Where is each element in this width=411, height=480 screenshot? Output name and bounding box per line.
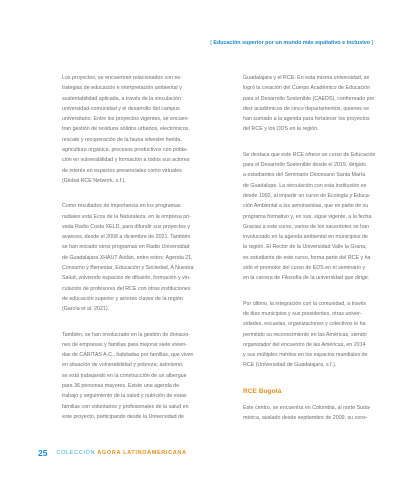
text-line: la región. El Rector de la Universidad Valle la Grana, (243, 244, 367, 251)
text-line: y sus múltiples méritos en los espacios mundiales de (243, 352, 368, 359)
text-line: universidad-comunidad y el desarrollo del campus (62, 105, 180, 112)
collection-title: AGORA LATINOAMERICANA (97, 450, 187, 456)
text-line: ción en vulnerabilidad y formación a todos sus actores (62, 157, 190, 164)
text-line: Consumo y Bienestar, Educación y Sociedad, A Nuestra (62, 265, 194, 272)
running-header (210, 40, 373, 46)
text-line: agricultura orgánica, procesos productivos con pobla- (62, 147, 188, 154)
text-line: este proyecto, participando desde la Universidad de (62, 413, 184, 420)
text-line: ex estudiante de este curso, forma parte del RCE y ha (243, 254, 371, 261)
page-number: 25 (38, 448, 48, 458)
text-line: Guadalajara y el RCE. En esta misma universidad, se (243, 75, 370, 81)
paragraph (62, 201, 226, 314)
paragraph (243, 150, 407, 284)
right-column (243, 73, 407, 438)
paragraph (62, 330, 226, 423)
text-line: permitido su reconocimiento en las Américas, siendo (243, 331, 367, 338)
text-line: organizador del encuentro de las Américas, en 2014 (243, 341, 366, 348)
page-footer (38, 448, 187, 458)
text-line: desde 1992, al impartir un curso de Ecología y Educa- (243, 192, 371, 199)
text-line: de educación superior y actores claves de la región (62, 295, 183, 302)
collection-prefix: COLECCIÓN (56, 450, 96, 456)
text-line: de diez municipios y sus presidentes, otras univer- (243, 310, 362, 317)
header-open-bracket: [ (210, 40, 212, 46)
text-line: del RCE y los ODS en la región. (243, 126, 319, 133)
paragraph (243, 299, 407, 371)
text-line: Gracias a este curso, varios de los sacerdotes se han (243, 223, 370, 230)
text-line: se está trabajando en la construcción de un albergue (62, 372, 187, 379)
text-line: logró la creación del Cuerpo Académico de Educación (243, 85, 371, 92)
text-line: diez académicos de cinco departamentos, quienes se (243, 105, 370, 112)
text-line: avances, desde el 2008 a diciembre de 2021. También (62, 234, 191, 241)
paragraph (243, 73, 407, 135)
text-line: programa formativo y, en sus, sigue vigente, a la fecha. (243, 213, 373, 220)
text-line: se han iniciado otros programas en Radio Universidad (62, 244, 190, 251)
text-line: nes de empresas y familias para mejorar siete vivien- (62, 341, 188, 348)
text-line: (García et al. 2021). (62, 306, 110, 313)
text-line: para el Desarrollo Sostenible (CAEDS), conformado por (243, 95, 375, 102)
paragraph (243, 403, 407, 424)
text-line: en situación de vulnerabilidad y pobreza; asimismo, (62, 362, 184, 369)
text-line: han sumado a la agenda para fortalecer los proyectos (243, 116, 370, 123)
header-title: Educación superior por un mundo más equitativo e inclusivo (213, 40, 370, 46)
text-line: ción Ambiental a los seminaristas, que es parte de su (243, 203, 369, 210)
text-line: radiales está Ecos de la Naturaleza, en la empresa pri- (62, 213, 191, 220)
text-line: universitario. Entre los proyectos vigentes, se encuen- (62, 116, 190, 123)
text-line: de Guadalupe. La vinculación con esta institución es (243, 182, 367, 189)
text-line: de interés en espacios presenciales como virtuales (62, 167, 182, 174)
text-line: de Guadalajara XHAUT Autlán, entre estos: Agenda 21, (62, 254, 193, 261)
section-subheading: RCE Bogotá (243, 387, 282, 395)
text-line: a estudiantes del Seminario Diocesano Santa María (243, 172, 366, 179)
text-line: mérica, avalado desde septiembre de 2009, su cons- (243, 415, 368, 422)
text-line: RCE (Universidad de Guadalajara, s.f.). (243, 362, 337, 369)
text-line: para 36 personas mayores. Existe una agenda de (62, 383, 180, 390)
text-line: Se destaca que este RCE ofrece un curso de Educación (243, 151, 376, 158)
text-line: (Global RCE Network, s.f.). (62, 177, 126, 184)
text-line: familias con voluntarios y profesionales de la salud en (62, 403, 189, 410)
text-line: tran gestión de residuos sólidos urbanos, electrónicos, (62, 126, 190, 133)
text-line: para el Desarrollo Sostenible desde el 2019, dirigido (243, 162, 366, 169)
header-close-bracket: ] (371, 40, 373, 46)
text-line: Como resultados de importancia en los programas (62, 203, 181, 210)
text-line: sidades, escuelas, organizaciones y colectivos le ha (243, 321, 366, 328)
text-line: involucrado en la agenda ambiental en municipios de (243, 234, 368, 241)
text-line: vada Radio Costa XELD, para difundir sus proyectos y (62, 223, 191, 230)
text-line: en la carrera de Filosofía de la universidad que dirige. (243, 275, 370, 282)
text-line: trabajo y seguimiento de la salud y nutrición de estas (62, 393, 187, 400)
text-line: culación de profesores del RCE con otras instituciones (62, 285, 191, 292)
text-line: Por último, la integración con la comunidad, a través (243, 300, 367, 307)
paragraph (62, 73, 226, 186)
collection-name (56, 450, 186, 456)
text-line: sustentabilidad aplicada, a través de la vinculación (62, 95, 181, 102)
text-line: rescate y recuperación de la fauna silvestre herida, (62, 136, 182, 143)
text-line: sido el promotor del curso de EDS en el seminario y (243, 265, 366, 272)
text-line: Salud, volviendo espacios de difusión, formación y vin- (62, 275, 191, 282)
left-column (62, 73, 226, 437)
text-line: También, se han involucrado en la gestión de donacio- (62, 331, 191, 338)
text-line: trategias de educación e interpretación ambiental y (62, 85, 182, 92)
text-line: das de CÁRITAS A.C., habitadas por familias, que viven (62, 352, 194, 359)
text-line: Los proyectos, se encuentran relacionados con es- (62, 75, 182, 81)
text-line: Este centro, se encuentra en Colombia, al norte Suda- (243, 404, 371, 411)
